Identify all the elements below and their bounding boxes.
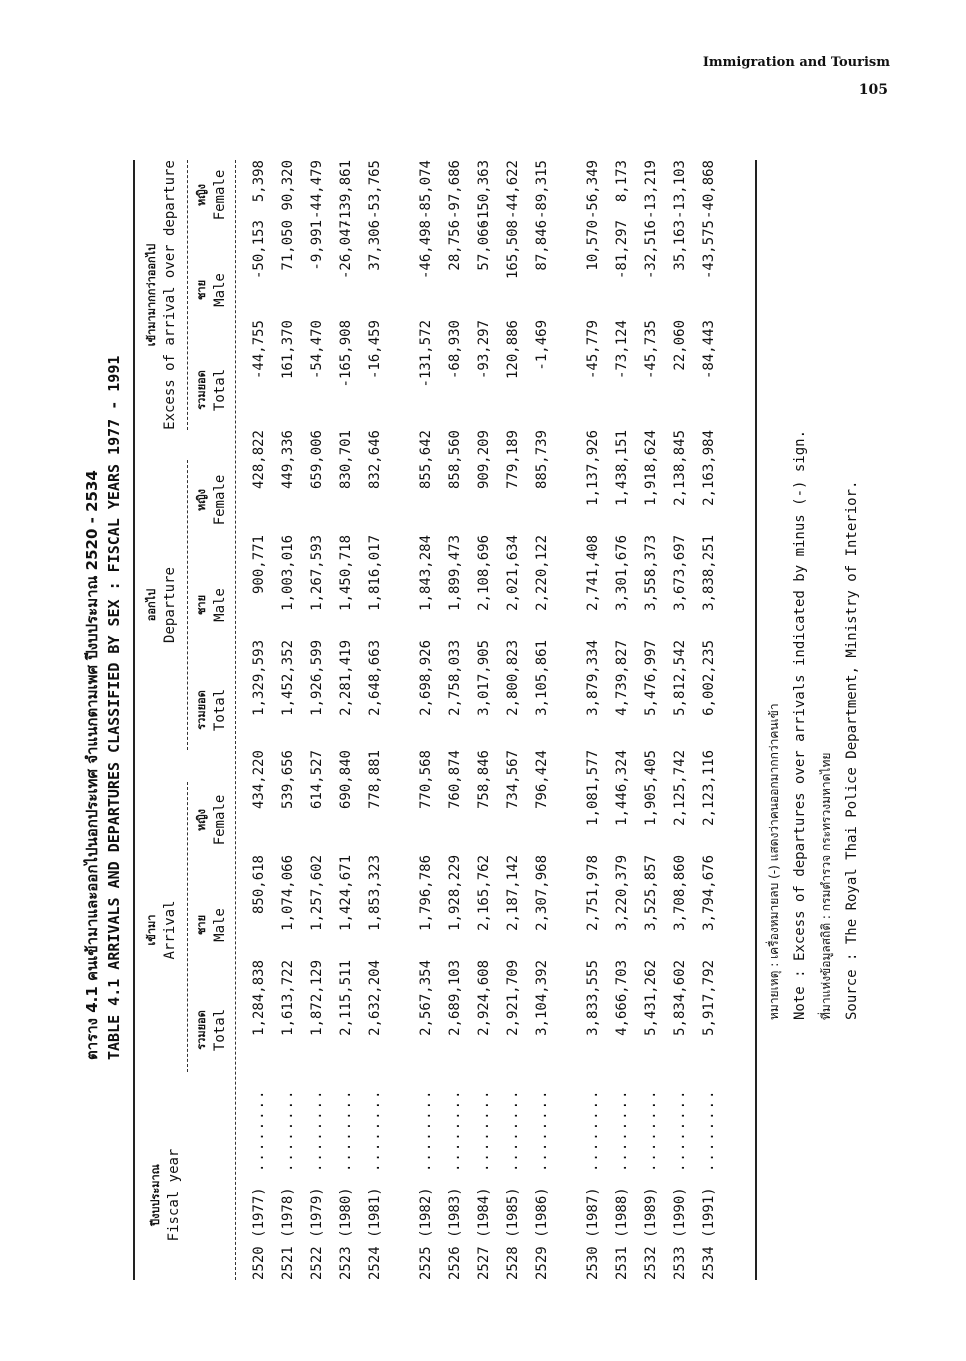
fiscal-year-cell: 2528 (1985) bbox=[505, 1187, 521, 1280]
dep-female-cell: 909,209 bbox=[476, 430, 492, 490]
arr-female-cell: 778,881 bbox=[367, 750, 383, 810]
dep-male-cell: 2,741,408 bbox=[585, 535, 601, 611]
exc-female-cell: -97,686 bbox=[447, 160, 463, 220]
exc-male-cell: 71,050 bbox=[280, 220, 296, 271]
exc-total-cell: -54,470 bbox=[309, 320, 325, 380]
table-row bbox=[280, 160, 304, 1280]
header-arr-female: หญิง Female bbox=[195, 794, 228, 846]
table-row bbox=[701, 160, 725, 1280]
dep-male-cell: 1,816,017 bbox=[367, 535, 383, 611]
arr-total-cell: 2,115,511 bbox=[338, 960, 354, 1036]
arr-male-cell: 2,165,762 bbox=[476, 855, 492, 931]
fiscal-year-cell: 2533 (1990) bbox=[672, 1187, 688, 1280]
header-exc-total: รวมยอด Total bbox=[195, 368, 228, 412]
arr-female-cell: 796,424 bbox=[534, 750, 550, 810]
dep-total-cell: 3,105,861 bbox=[534, 640, 550, 716]
table-row bbox=[534, 160, 558, 1280]
fiscal-year-cell: 2529 (1986) bbox=[534, 1187, 550, 1280]
exc-male-cell: 10,570 bbox=[585, 220, 601, 271]
arr-male-cell: 1,074,066 bbox=[280, 855, 296, 931]
dot-leader: ........ bbox=[505, 1088, 521, 1172]
dep-female-cell: 1,918,624 bbox=[643, 430, 659, 506]
dep-total-cell: 2,800,823 bbox=[505, 640, 521, 716]
exc-female-cell: -150,363 bbox=[476, 160, 492, 228]
note-thai: หมายเหตุ : เครื่องหมายลบ (-) แสดงว่าคนออกมากกว่าคนเข้า bbox=[767, 703, 781, 1020]
arr-female-cell: 1,446,324 bbox=[614, 750, 630, 826]
fiscal-year-cell: 2525 (1982) bbox=[418, 1187, 434, 1280]
arr-total-cell: 2,632,204 bbox=[367, 960, 383, 1036]
top-rule bbox=[133, 160, 135, 1280]
dep-male-cell: 3,838,251 bbox=[701, 535, 717, 611]
arr-male-cell: 3,794,676 bbox=[701, 855, 717, 931]
exc-female-cell: 8,173 bbox=[614, 160, 630, 203]
notes-block bbox=[761, 430, 865, 1020]
exc-female-cell: -85,074 bbox=[418, 160, 434, 220]
excess-divider bbox=[187, 160, 188, 430]
dep-female-cell: 449,336 bbox=[280, 430, 296, 490]
arr-total-cell: 3,833,555 bbox=[585, 960, 601, 1036]
header-dep-female: หญิง Female bbox=[195, 474, 228, 526]
arr-female-cell: 690,840 bbox=[338, 750, 354, 810]
exc-male-cell: -26,047 bbox=[338, 220, 354, 280]
dep-total-cell: 5,476,997 bbox=[643, 640, 659, 716]
table-row bbox=[418, 160, 442, 1280]
dep-male-cell: 1,267,593 bbox=[309, 535, 325, 611]
dot-leader: ........ bbox=[534, 1088, 550, 1172]
header-fiscal-year: ปีงบประมาณ Fiscal year bbox=[149, 1148, 182, 1242]
fiscal-year-cell: 2532 (1989) bbox=[643, 1187, 659, 1280]
exc-total-cell: -84,443 bbox=[701, 320, 717, 380]
arr-female-cell: 434,220 bbox=[251, 750, 267, 810]
dot-leader: ........ bbox=[447, 1088, 463, 1172]
fiscal-year-cell: 2524 (1981) bbox=[367, 1187, 383, 1280]
source-en: Source : The Royal Thai Police Department, Ministry of Interior. bbox=[844, 480, 860, 1020]
table-row bbox=[447, 160, 471, 1280]
exc-female-cell: -40,868 bbox=[701, 160, 717, 220]
exc-total-cell: 120,886 bbox=[505, 320, 521, 380]
dep-female-cell: 832,646 bbox=[367, 430, 383, 490]
arr-female-cell: 760,874 bbox=[447, 750, 463, 810]
arr-total-cell: 5,431,262 bbox=[643, 960, 659, 1036]
dot-leader: ........ bbox=[418, 1088, 434, 1172]
exc-female-cell: -56,349 bbox=[585, 160, 601, 220]
arr-total-cell: 2,567,354 bbox=[418, 960, 434, 1036]
dep-total-cell: 2,698,926 bbox=[418, 640, 434, 716]
header-dep-total: รวมยอด Total bbox=[195, 688, 228, 732]
arr-female-cell: 1,081,577 bbox=[585, 750, 601, 826]
dep-total-cell: 1,452,352 bbox=[280, 640, 296, 716]
exc-female-cell: 5,398 bbox=[251, 160, 267, 203]
exc-total-cell: 22,060 bbox=[672, 320, 688, 371]
dot-leader: ........ bbox=[585, 1088, 601, 1172]
table-row bbox=[309, 160, 333, 1280]
arr-total-cell: 2,689,103 bbox=[447, 960, 463, 1036]
dep-male-cell: 1,843,284 bbox=[418, 535, 434, 611]
dep-total-cell: 4,739,827 bbox=[614, 640, 630, 716]
table-title-thai: ตาราง 4.1 คนเข้ามาและออกไปนอกประเทศ จำแนกตามเพศ ปีงบประมาณ 2520 - 2534 bbox=[83, 470, 101, 1060]
header-arrival: เข้ามา Arrival bbox=[145, 900, 178, 960]
dot-leader: ........ bbox=[251, 1088, 267, 1172]
arr-total-cell: 5,917,792 bbox=[701, 960, 717, 1036]
rotated-table-block bbox=[55, 130, 860, 1310]
bottom-rule bbox=[755, 160, 757, 1280]
dep-female-cell: 885,739 bbox=[534, 430, 550, 490]
fiscal-year-cell: 2521 (1978) bbox=[280, 1187, 296, 1280]
table-row bbox=[367, 160, 391, 1280]
note-en: Note : Excess of departures over arrivals indicated by minus (-) sign. bbox=[792, 429, 808, 1020]
dot-leader: ........ bbox=[672, 1088, 688, 1172]
table-row bbox=[614, 160, 638, 1280]
exc-total-cell: -16,459 bbox=[367, 320, 383, 380]
exc-total-cell: -165,908 bbox=[338, 320, 354, 388]
exc-female-cell: -89,315 bbox=[534, 160, 550, 220]
departure-divider bbox=[187, 460, 188, 750]
arr-male-cell: 2,187,142 bbox=[505, 855, 521, 931]
exc-male-cell: -81,297 bbox=[614, 220, 630, 280]
exc-female-cell: -13,219 bbox=[643, 160, 659, 220]
arr-female-cell: 539,656 bbox=[280, 750, 296, 810]
exc-total-cell: -45,735 bbox=[643, 320, 659, 380]
table-title-en: TABLE 4.1 ARRIVALS AND DEPARTURES CLASSIFIED BY SEX : FISCAL YEARS 1977 - 1991 bbox=[105, 355, 123, 1060]
fiscal-year-cell: 2520 (1977) bbox=[251, 1187, 267, 1280]
exc-male-cell: 37,306 bbox=[367, 220, 383, 271]
exc-female-cell: -139,861 bbox=[338, 160, 354, 228]
exc-male-cell: -43,575 bbox=[701, 220, 717, 280]
header-excess: เข้ามามากกว่าออกไป Excess of arrival over departure bbox=[145, 160, 178, 430]
exc-total-cell: -68,930 bbox=[447, 320, 463, 380]
dep-total-cell: 6,002,235 bbox=[701, 640, 717, 716]
dep-male-cell: 3,558,373 bbox=[643, 535, 659, 611]
header-exc-male: ชาย Male bbox=[195, 273, 228, 307]
table-row bbox=[672, 160, 696, 1280]
dot-leader: ........ bbox=[367, 1088, 383, 1172]
dep-male-cell: 1,003,016 bbox=[280, 535, 296, 611]
dep-male-cell: 3,301,676 bbox=[614, 535, 630, 611]
dot-leader: ........ bbox=[643, 1088, 659, 1172]
arr-total-cell: 1,613,722 bbox=[280, 960, 296, 1036]
exc-total-cell: -131,572 bbox=[418, 320, 434, 388]
dep-female-cell: 1,438,151 bbox=[614, 430, 630, 506]
dep-total-cell: 1,329,593 bbox=[251, 640, 267, 716]
fiscal-year-cell: 2522 (1979) bbox=[309, 1187, 325, 1280]
arr-male-cell: 850,618 bbox=[251, 855, 267, 915]
arr-female-cell: 2,123,116 bbox=[701, 750, 717, 826]
arr-male-cell: 1,257,602 bbox=[309, 855, 325, 931]
table-row bbox=[505, 160, 529, 1280]
exc-male-cell: 165,508 bbox=[505, 220, 521, 280]
arr-total-cell: 2,921,709 bbox=[505, 960, 521, 1036]
header-arr-male: ชาย Male bbox=[195, 908, 228, 942]
exc-total-cell: -1,469 bbox=[534, 320, 550, 371]
arr-female-cell: 614,527 bbox=[309, 750, 325, 810]
arr-total-cell: 4,666,703 bbox=[614, 960, 630, 1036]
dep-male-cell: 900,771 bbox=[251, 535, 267, 595]
header-departure: ออกไป Departure bbox=[145, 567, 178, 643]
dep-total-cell: 2,281,419 bbox=[338, 640, 354, 716]
arr-male-cell: 3,220,379 bbox=[614, 855, 630, 931]
dep-total-cell: 1,926,599 bbox=[309, 640, 325, 716]
arr-male-cell: 3,708,860 bbox=[672, 855, 688, 931]
dep-male-cell: 2,021,634 bbox=[505, 535, 521, 611]
exc-male-cell: 35,163 bbox=[672, 220, 688, 271]
exc-male-cell: -46,498 bbox=[418, 220, 434, 280]
dep-female-cell: 2,163,984 bbox=[701, 430, 717, 506]
fiscal-year-cell: 2523 (1980) bbox=[338, 1187, 354, 1280]
arr-male-cell: 2,751,978 bbox=[585, 855, 601, 931]
header-bottom-rule bbox=[235, 160, 236, 1280]
arr-female-cell: 770,568 bbox=[418, 750, 434, 810]
dep-total-cell: 5,812,542 bbox=[672, 640, 688, 716]
dep-female-cell: 830,701 bbox=[338, 430, 354, 490]
dep-female-cell: 428,822 bbox=[251, 430, 267, 490]
dot-leader: ........ bbox=[309, 1088, 325, 1172]
dep-total-cell: 2,758,033 bbox=[447, 640, 463, 716]
dot-leader: ........ bbox=[701, 1088, 717, 1172]
dep-male-cell: 2,108,696 bbox=[476, 535, 492, 611]
exc-female-cell: 90,320 bbox=[280, 160, 296, 211]
dep-female-cell: 855,642 bbox=[418, 430, 434, 490]
arr-total-cell: 2,924,608 bbox=[476, 960, 492, 1036]
dep-male-cell: 3,673,697 bbox=[672, 535, 688, 611]
dot-leader: ........ bbox=[280, 1088, 296, 1172]
table-row bbox=[585, 160, 609, 1280]
dot-leader: ........ bbox=[614, 1088, 630, 1172]
exc-female-cell: -44,479 bbox=[309, 160, 325, 220]
arr-female-cell: 1,905,405 bbox=[643, 750, 659, 826]
exc-total-cell: 161,370 bbox=[280, 320, 296, 380]
dep-male-cell: 1,450,718 bbox=[338, 535, 354, 611]
page-number: 105 bbox=[858, 82, 888, 98]
dep-female-cell: 659,006 bbox=[309, 430, 325, 490]
fiscal-year-cell: 2526 (1983) bbox=[447, 1187, 463, 1280]
table-row bbox=[251, 160, 275, 1280]
exc-male-cell: 87,846 bbox=[534, 220, 550, 271]
table-title bbox=[81, 356, 125, 1060]
table-row bbox=[338, 160, 362, 1280]
fiscal-year-cell: 2531 (1988) bbox=[614, 1187, 630, 1280]
arr-male-cell: 3,525,857 bbox=[643, 855, 659, 931]
arr-male-cell: 1,424,671 bbox=[338, 855, 354, 931]
arr-total-cell: 1,872,129 bbox=[309, 960, 325, 1036]
exc-female-cell: -53,765 bbox=[367, 160, 383, 220]
exc-total-cell: -73,124 bbox=[614, 320, 630, 380]
dep-male-cell: 1,899,473 bbox=[447, 535, 463, 611]
arr-total-cell: 1,284,838 bbox=[251, 960, 267, 1036]
arr-total-cell: 5,834,602 bbox=[672, 960, 688, 1036]
running-head: Immigration and Tourism bbox=[702, 55, 890, 70]
arr-female-cell: 734,567 bbox=[505, 750, 521, 810]
dot-leader: ........ bbox=[476, 1088, 492, 1172]
exc-total-cell: -44,755 bbox=[251, 320, 267, 380]
arr-female-cell: 758,846 bbox=[476, 750, 492, 810]
arrival-divider bbox=[187, 782, 188, 1072]
header-arr-total: รวมยอด Total bbox=[195, 1008, 228, 1052]
arr-female-cell: 2,125,742 bbox=[672, 750, 688, 826]
fiscal-year-cell: 2527 (1984) bbox=[476, 1187, 492, 1280]
dot-leader: ........ bbox=[338, 1088, 354, 1172]
table-row bbox=[643, 160, 667, 1280]
dep-total-cell: 3,879,334 bbox=[585, 640, 601, 716]
arr-male-cell: 1,853,323 bbox=[367, 855, 383, 931]
arr-male-cell: 2,307,968 bbox=[534, 855, 550, 931]
arr-male-cell: 1,928,229 bbox=[447, 855, 463, 931]
exc-female-cell: -44,622 bbox=[505, 160, 521, 220]
dep-total-cell: 2,648,663 bbox=[367, 640, 383, 716]
arr-total-cell: 3,104,392 bbox=[534, 960, 550, 1036]
exc-total-cell: -45,779 bbox=[585, 320, 601, 380]
dep-female-cell: 1,137,926 bbox=[585, 430, 601, 506]
source-thai: ที่มาแห่งข้อมูลสถิติ : กรมตำรวจ กระทรวงมหาดไทย bbox=[819, 752, 833, 1020]
arr-male-cell: 1,796,786 bbox=[418, 855, 434, 931]
exc-male-cell: -9,991 bbox=[309, 220, 325, 271]
exc-male-cell: 28,756 bbox=[447, 220, 463, 271]
header-dep-male: ชาย Male bbox=[195, 588, 228, 622]
exc-female-cell: -13,103 bbox=[672, 160, 688, 220]
exc-male-cell: 57,066 bbox=[476, 220, 492, 271]
dep-male-cell: 2,220,122 bbox=[534, 535, 550, 611]
dep-total-cell: 3,017,905 bbox=[476, 640, 492, 716]
dep-female-cell: 2,138,845 bbox=[672, 430, 688, 506]
header-exc-female: หญิง Female bbox=[195, 169, 228, 221]
dep-female-cell: 858,560 bbox=[447, 430, 463, 490]
exc-total-cell: -93,297 bbox=[476, 320, 492, 380]
exc-male-cell: -32,516 bbox=[643, 220, 659, 280]
exc-male-cell: -50,153 bbox=[251, 220, 267, 280]
fiscal-year-cell: 2530 (1987) bbox=[585, 1187, 601, 1280]
fiscal-year-cell: 2534 (1991) bbox=[701, 1187, 717, 1280]
table-row bbox=[476, 160, 500, 1280]
dep-female-cell: 779,189 bbox=[505, 430, 521, 490]
